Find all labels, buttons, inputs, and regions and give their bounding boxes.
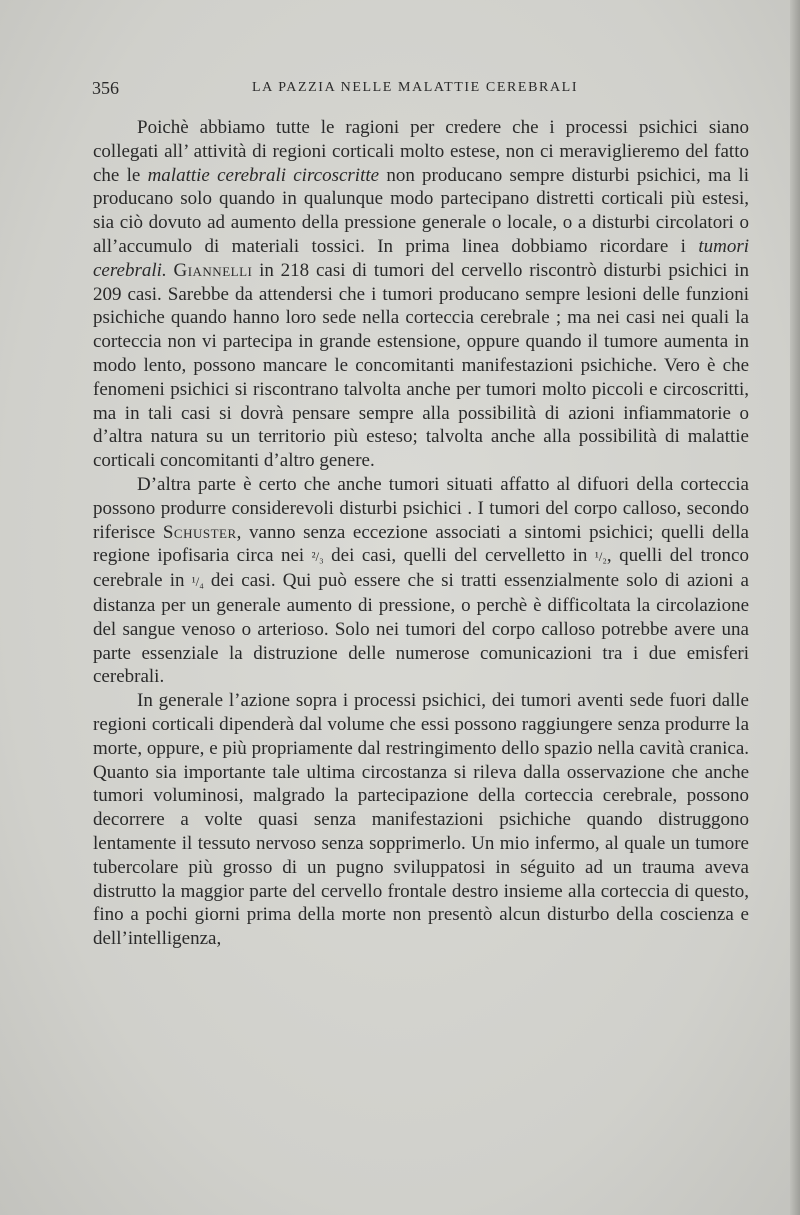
text-run: dei casi. Qui può essere che si tratti essenzialmente solo di azioni a distanza per un generale aumento di pressione, o perchè è difficoltata la circolazione del sangue venoso o arterioso. Solo nei tumori del corpo calloso potrebbe avere una parte essenziale la distruzione delle numerose comunicazioni tra i due emisferi cerebrali. bbox=[93, 570, 749, 688]
text-run: In generale l’azione sopra i processi psichici, dei tumori aventi sede fuori dalle regioni corticali dipenderà dal volume che essi possono raggiungere senza produrre la morte, oppure, e più propriamente dal restringimento dello spazio nella cavità cranica. Quanto sia importante tale ultima circostanza si rileva dalla osservazione che anche tumori voluminosi, malgrado la partecipazione della corteccia cerebrale, possono decorrere a volte quasi senza manifestazioni psichiche quando distruggono lentamente il tessuto nervoso senza sopprimerlo. Un mio infermo, al quale un tumore tubercolare più grosso di un pugno sviluppatosi in séguito ad un trauma aveva distrutto la maggior parte del cervello frontale destro insieme alla corteccia di questo, fino a pochi giorni prima della morte non presentò alcun disturbo della coscienza e dell’intelligenza, bbox=[93, 690, 749, 950]
page-number: 356 bbox=[92, 78, 119, 98]
paragraph-2 bbox=[93, 473, 749, 689]
text-run-italic: malattie cerebrali circoscritte bbox=[147, 164, 380, 186]
text-run: in 218 casi di tumori del cervello riscontrò disturbi psichici in 209 casi. Sarebbe da attendersi che i tumori producano sempre lesioni delle funzioni psichiche quando hanno loro sede nella corteccia cerebrale ; ma nei casi nei quali la corteccia non vi partecipa in grande estensione, oppure quando il tumore aumenta in modo lento, possono mancare le concomitanti manifestazioni psichiche. Vero è che fenomeni psichici si riscontrano talvolta anche per tumori molto piccoli e circoscritti, ma in tali casi si dovrà pensare sempre alla possibilità di azioni infiammatorie o d’altra natura su un territorio più esteso; talvolta anche alla possibilità di malattie corticali concomitanti d’altro genere. bbox=[93, 259, 749, 472]
paragraph-3 bbox=[93, 689, 749, 951]
text-run: Poichè abbiamo tutte le ragioni per credere che i processi psichici siano collegati all’ attività di regioni corticali molto estese, non ci meraviglieremo del fatto che le bbox=[93, 117, 749, 186]
fraction: ²/₃ bbox=[311, 549, 324, 565]
author-name: Giannelli bbox=[173, 259, 253, 281]
text-run-italic: tumori cerebrali. bbox=[93, 235, 749, 281]
text-run: , vanno senza eccezione associati a sintomi psichici; quelli della regione ipofisaria circa nei bbox=[93, 521, 749, 567]
running-header bbox=[92, 78, 747, 100]
page-edge-shadow bbox=[790, 0, 800, 1215]
body-text bbox=[93, 116, 749, 951]
fraction: ¹/₄ bbox=[191, 574, 204, 590]
text-run: dei casi, quelli del cervelletto in bbox=[323, 545, 595, 567]
author-name: Schuster bbox=[162, 521, 237, 543]
text-run: D’altra parte è certo che anche tumori situati affatto al difuori della corteccia possono produrre considerevoli disturbi psichici . I tumori del corpo calloso, secondo riferisce bbox=[93, 473, 749, 543]
running-title: LA PAZZIA NELLE MALATTIE CEREBRALI bbox=[252, 80, 579, 95]
fraction: ¹/₂ bbox=[594, 549, 607, 565]
paragraph-1 bbox=[93, 116, 749, 473]
text-run: non producano sempre disturbi psichici, ma li producano solo quando in qualunque modo partecipano distretti corticali più estesi, sia ciò dovuto ad aumento della pressione generale o locale, o a disturbi circolatori o all’accumulo di materiali tossici. In prima linea dobbiamo ricordare i bbox=[93, 164, 749, 257]
text-run: , quelli del tronco cerebrale in bbox=[93, 545, 749, 592]
